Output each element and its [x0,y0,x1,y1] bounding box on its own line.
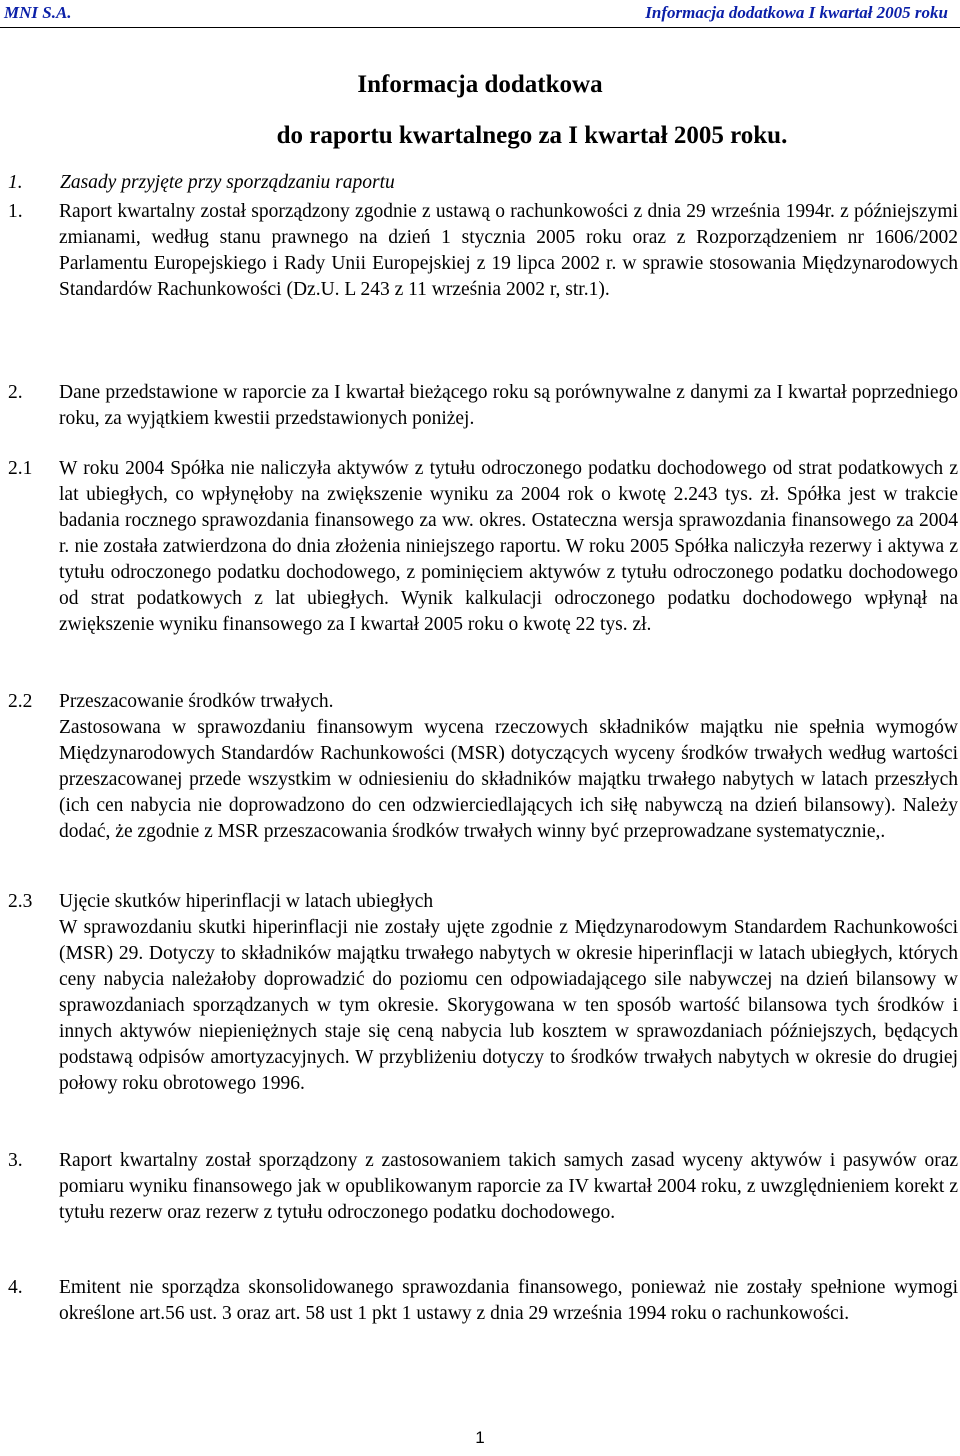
paragraph-number: 4. [8,1277,23,1298]
section-heading [8,172,395,194]
paragraph-3 [8,1148,958,1226]
document-title-line-1: Informacja dodatkowa [357,71,603,98]
paragraph-number: 2.3 [8,891,33,912]
paragraph-4 [8,1275,958,1327]
paragraph-text: W sprawozdaniu skutki hiperinflacji nie zostały ujęte zgodnie z Międzynarodowym Standardem Rachunkowości (MSR) 29. Dotyczy to składników majątku trwałego nabytych w okresie hiperinflacji w latach ubiegłych, których ceny nabycia należałoby doprowadzić do poziomu cen odpowiadającego sile nabywczej na dzień bilansowy w sprawozdaniach sporządzanych w tym okresie. Skorygowana w ten sposób wartość bilansowa tych środków i innych aktywów niepieniężnych staje się ceną nabycia lub kosztem w sprawozdaniach późniejszych, będących podstawą odpisów amortyzacyjnych. W przybliżeniu dotyczy to środków trwałych nabytych w okresie do drugiej połowy roku obrotowego 1996. [59,917,958,1094]
page-header [0,0,960,28]
paragraph-2 [8,380,958,432]
paragraph-text: Zastosowana w sprawozdaniu finansowym wycena rzeczowych składników majątku nie spełnia wymogów Międzynarodowych Standardów Rachunkowości (MSR) dotyczących wyceny środków trwałych według wartości przeszacowanej przede wszystkim w odniesieniu do składników majątku trwałego nabytych w latach przeszłych (ich cen nabycia nie doprowadzono do cen odzwierciedlających ich siłę nabywczą na dzień bilansowy). Należy dodać, że zgodnie z MSR przeszacowania środków trwałych winny być przeprowadzane systematycznie,. [59,717,958,842]
header-company-name: MNI S.A. [4,3,72,22]
section-number: 1. [8,172,23,193]
paragraph-subtitle: Przeszacowanie środków trwałych. [59,691,334,712]
paragraph-number: 2.1 [8,458,33,479]
paragraph-number: 3. [8,1150,23,1171]
section-heading-text: Zasady przyjęte przy sporządzaniu raportu [60,172,395,193]
paragraph-number: 1. [8,201,23,222]
paragraph-text: Emitent nie sporządza skonsolidowanego sprawozdania finansowego, ponieważ nie zostały spełnione wymogi określone art.56 ust. 3 oraz art. 58 ust 1 pkt 1 ustawy z dnia 29 września 1994 roku o rachunkowości. [59,1277,958,1324]
paragraph-2-1 [8,456,958,638]
paragraph-number: 2.2 [8,691,33,712]
paragraph-text: Dane przedstawione w raporcie za I kwartał bieżącego roku są porównywalne z danymi za I kwartał poprzedniego roku, za wyjątkiem kwestii przedstawionych poniżej. [59,382,958,429]
paragraph-2-3 [8,889,958,1097]
header-document-title: Informacja dodatkowa I kwartał 2005 roku [645,3,948,22]
paragraph-subtitle: Ujęcie skutków hiperinflacji w latach ubiegłych [59,891,434,912]
document-title-line-2: do raportu kwartalnego za I kwartał 2005 roku. [276,122,788,149]
page-number: 1 [475,1428,485,1447]
paragraph-2-2 [8,689,958,845]
paragraph-1 [8,199,958,303]
paragraph-text: W roku 2004 Spółka nie naliczyła aktywów z tytułu odroczonego podatku dochodowego od strat podatkowych z lat ubiegłych, co wpłynęłoby na zwiększenie wyniku za 2004 rok o kwotę 2.243 tys. zł. Spółka jest w trakcie badania rocznego sprawozdania finansowego za ww. okres. Ostateczna wersja sprawozdania finansowego za 2004 r. nie została zatwierdzona do dnia złożenia niniejszego raportu. W roku 2005 Spółka naliczyła rezerwy i aktywa z tytułu odroczonego podatku dochodowego, z pominięciem aktywów z tytułu odroczonego podatku dochodowego od strat podatkowych z lat ubiegłych. Wynik kalkulacji odroczonego podatku dochodowego wpłynął na zwiększenie wyniku finansowego za I kwartał 2005 roku o kwotę 22 tys. zł. [59,458,958,635]
paragraph-text: Raport kwartalny został sporządzony zgodnie z ustawą o rachunkowości z dnia 29 września 1994r. z późniejszymi zmianami, według stanu prawnego na dzień 1 stycznia 2005 roku oraz z Rozporządzeniem nr 1606/2002 Parlamentu Europejskiego i Rady Unii Europejskiej z 19 lipca 2002 r. w sprawie stosowania Międzynarodowych Standardów Rachunkowości (Dz.U. L 243 z 11 września 2002 r, str.1). [59,201,958,300]
paragraph-number: 2. [8,382,23,403]
paragraph-text: Raport kwartalny został sporządzony z zastosowaniem takich samych zasad wyceny aktywów i pasywów oraz pomiaru wyniku finansowego jak w opublikowanym raporcie za IV kwartał 2004 roku, z uwzględnieniem korekt z tytułu rezerw oraz rezerw z tytułu odroczonego podatku dochodowego. [59,1150,958,1223]
